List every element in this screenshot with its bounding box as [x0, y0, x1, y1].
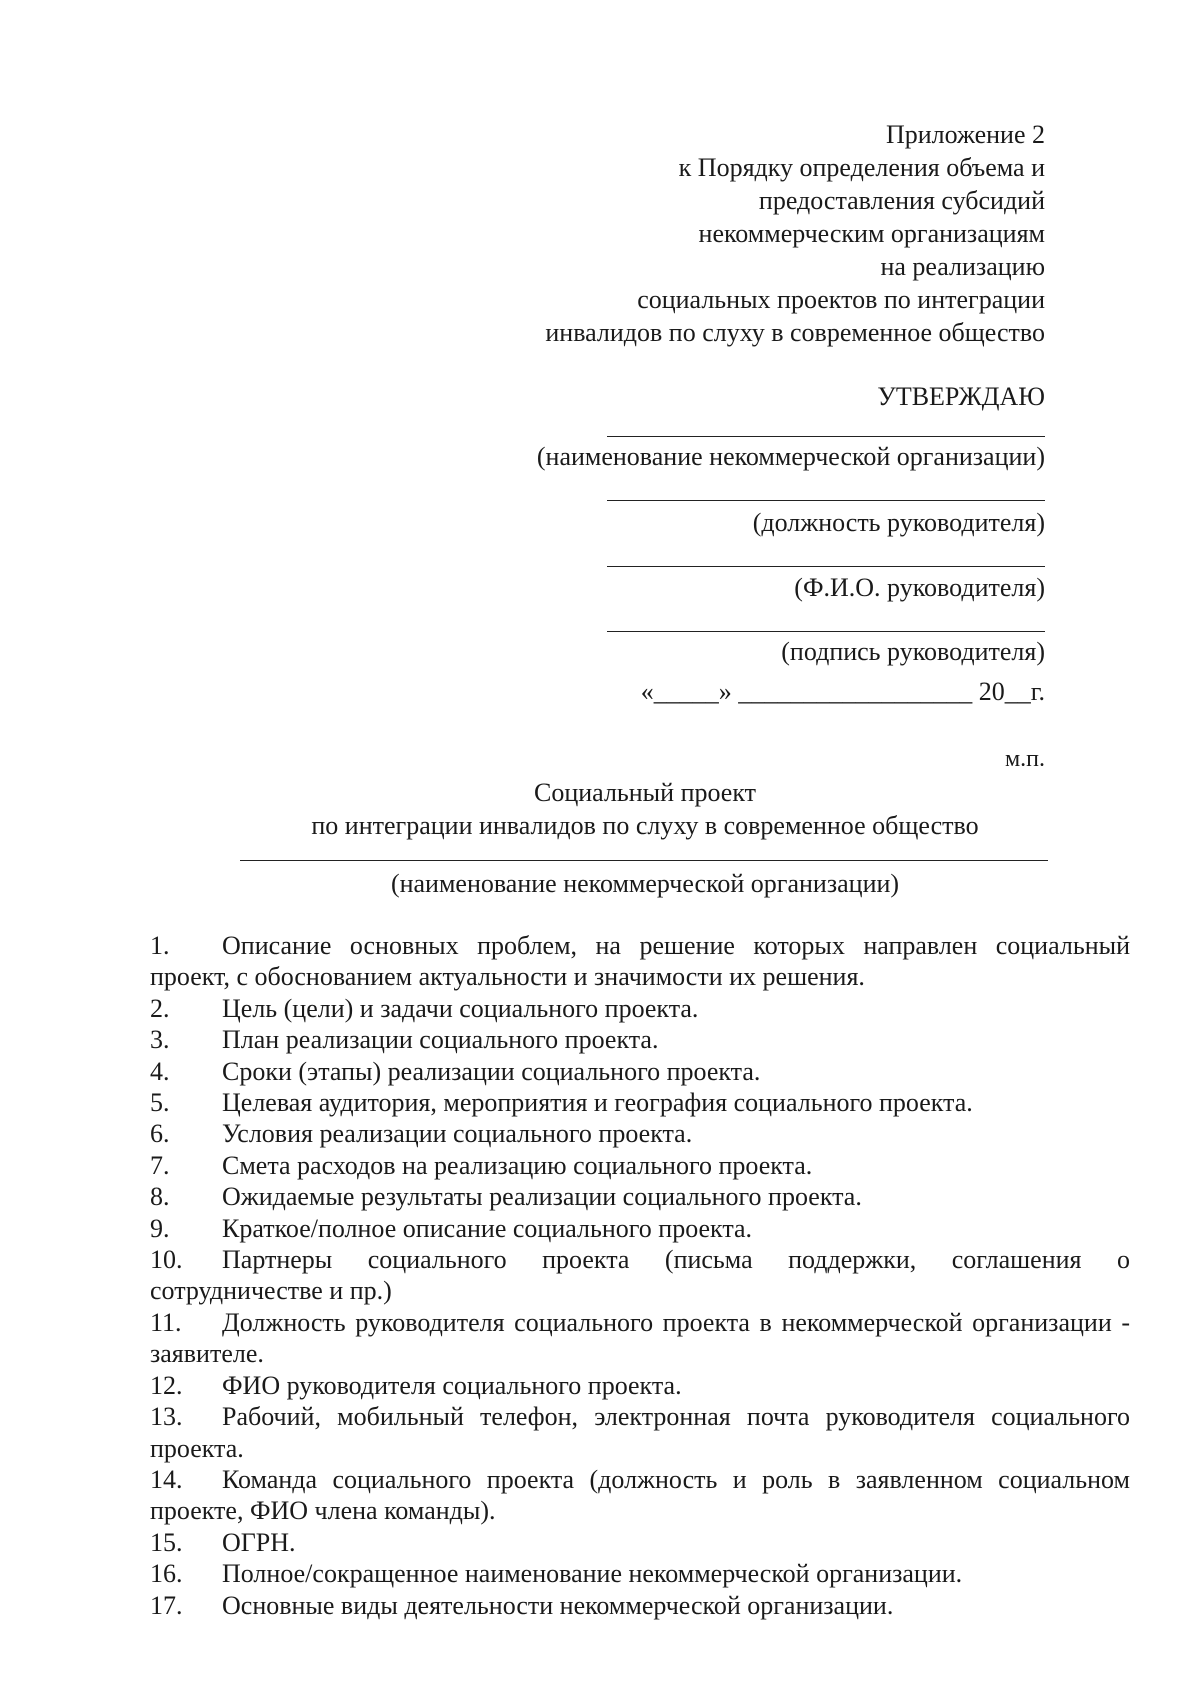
item-number: 17.: [150, 1590, 183, 1620]
item-text: Рабочий, мобильный телефон, электронная почта руководителя социального проекта.: [150, 1402, 1130, 1463]
position-caption: (должность руководителя): [752, 508, 1045, 537]
item-number: 4.: [150, 1056, 170, 1086]
list-item: [150, 1558, 1130, 1589]
list-item: [150, 1244, 1130, 1307]
list-item: [150, 1213, 1130, 1244]
appendix-line: предоставления субсидий: [758, 186, 1045, 215]
item-text: Партнеры социального проекта (письма поддержки, соглашения о сотрудничестве и пр.): [150, 1245, 1130, 1306]
item-text: Краткое/полное описание социального проекта.: [222, 1213, 753, 1243]
appendix-header: [545, 118, 1045, 349]
item-number: 3.: [150, 1025, 170, 1055]
item-number: 9.: [150, 1213, 170, 1243]
item-number: 16.: [150, 1559, 183, 1589]
list-item: [150, 993, 1130, 1024]
item-number: 15.: [150, 1527, 183, 1557]
list-item: [150, 1056, 1130, 1087]
fullname-caption: (Ф.И.О. руководителя): [794, 573, 1045, 602]
list-item: [150, 1464, 1130, 1527]
appendix-line: некоммерческим организациям: [698, 219, 1045, 248]
date-line: «_____» __________________ 20__г.: [640, 677, 1045, 706]
org-name-line: [240, 860, 1048, 861]
item-number: 7.: [150, 1150, 170, 1180]
signature-line: [607, 500, 1045, 501]
list-item: [150, 1590, 1130, 1621]
item-text: Условия реализации социального проекта.: [222, 1119, 693, 1149]
list-item: [150, 1307, 1130, 1370]
item-text: Команда социального проекта (должность и роль в заявленном социальном проекте, ФИО члена команды).: [150, 1464, 1130, 1526]
project-subtitle: по интеграции инвалидов по слуху в современное общество: [311, 811, 979, 840]
item-number: 10.: [150, 1245, 183, 1275]
item-text: Основные виды деятельности некоммерческой организации.: [222, 1590, 894, 1620]
item-text: Должность руководителя социального проекта в некоммерческой организации - заявителе.: [150, 1307, 1130, 1369]
stamp-place: м.п.: [1004, 746, 1045, 772]
list-item: [150, 1181, 1130, 1212]
appendix-line: Приложение 2: [885, 120, 1045, 149]
item-number: 14.: [150, 1464, 183, 1494]
item-number: 6.: [150, 1119, 170, 1149]
approval-title: УТВЕРЖДАЮ: [877, 382, 1045, 411]
list-item: [150, 930, 1130, 993]
list-item: [150, 1118, 1130, 1149]
signature-caption: (подпись руководителя): [781, 637, 1045, 666]
item-text: ОГРН.: [222, 1527, 296, 1557]
item-text: Цель (цели) и задачи социального проекта.: [222, 993, 699, 1023]
appendix-line: социальных проектов по интеграции: [637, 285, 1045, 314]
item-number: 5.: [150, 1088, 170, 1118]
item-text: Полное/сокращенное наименование некоммерческой организации.: [222, 1559, 963, 1589]
item-text: Описание основных проблем, на решение которых направлен социальный проект, с обоснованием актуальности и значимости их решения.: [150, 931, 1130, 992]
item-text: Целевая аудитория, мероприятия и география социального проекта.: [222, 1088, 973, 1118]
item-text: Ожидаемые результаты реализации социального проекта.: [222, 1182, 862, 1212]
item-text: План реализации социального проекта.: [222, 1025, 659, 1055]
org-name-caption: (наименование некоммерческой организации): [536, 442, 1045, 471]
item-number: 12.: [150, 1370, 183, 1400]
appendix-line: инвалидов по слуху в современное общество: [545, 318, 1045, 347]
item-number: 11.: [150, 1307, 182, 1337]
list-item: [150, 1401, 1130, 1464]
item-text: Сроки (этапы) реализации социального проекта.: [222, 1056, 761, 1086]
item-number: 13.: [150, 1402, 183, 1432]
list-item: [150, 1370, 1130, 1401]
project-title: Социальный проект: [534, 778, 756, 807]
signature-line: [607, 566, 1045, 567]
item-text: Смета расходов на реализацию социального проекта.: [222, 1150, 813, 1180]
item-text: ФИО руководителя социального проекта.: [222, 1370, 682, 1400]
appendix-line: к Порядку определения объема и: [678, 153, 1045, 182]
item-number: 8.: [150, 1182, 170, 1212]
project-sections-list: [150, 930, 1130, 1621]
list-item: [150, 1150, 1130, 1181]
list-item: [150, 1024, 1130, 1055]
signature-line: [607, 631, 1045, 632]
appendix-line: на реализацию: [880, 252, 1045, 281]
list-item: [150, 1087, 1130, 1118]
signature-line: [607, 436, 1045, 437]
project-org-caption: (наименование некоммерческой организации): [390, 869, 900, 898]
item-number: 1.: [150, 931, 170, 960]
list-item: [150, 1527, 1130, 1558]
item-number: 2.: [150, 993, 170, 1023]
